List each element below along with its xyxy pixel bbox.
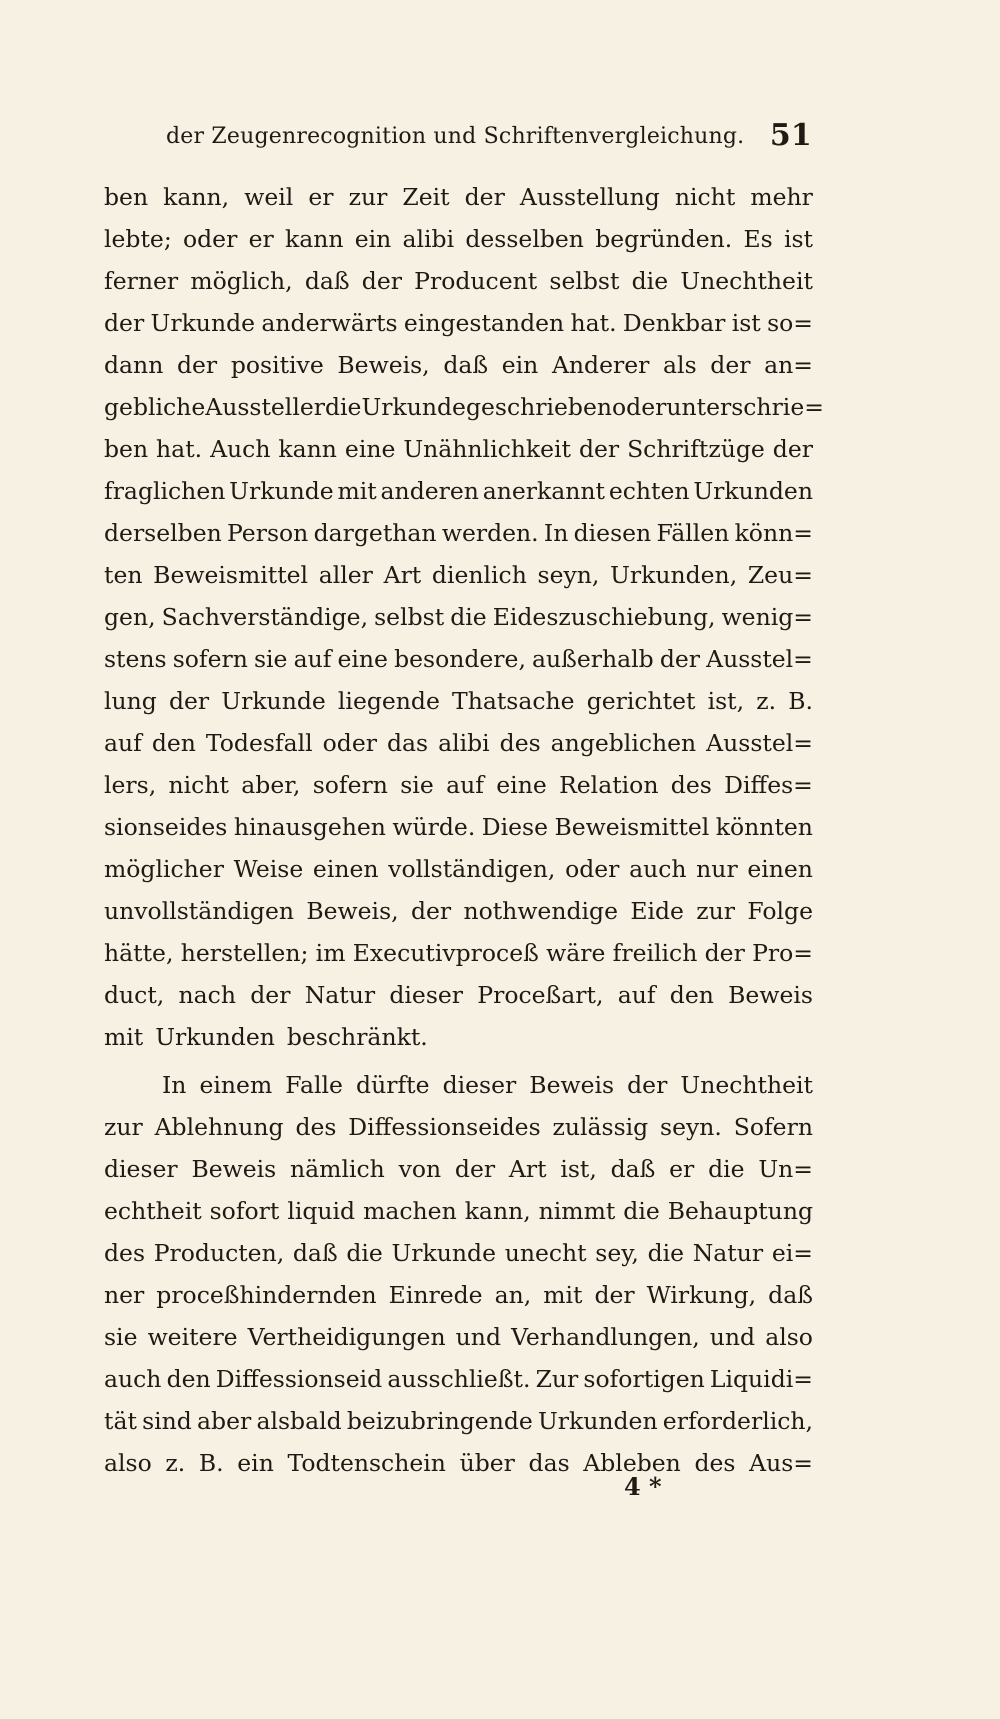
paragraph	[104, 1064, 813, 1484]
text-line: zur Ablehnung des Diffessionseides zulässig seyn. Sofern	[104, 1113, 813, 1141]
text-line: ben hat. Auch kann eine Unähnlichkeit der Schriftzüge der	[104, 435, 813, 463]
running-head	[166, 118, 812, 158]
body-text	[104, 176, 824, 1484]
text-line: stens sofern sie auf eine besondere, außerhalb der Ausstel=	[104, 645, 813, 673]
text-line: tät sind aber alsbald beizubringende Urkunden erforderlich,	[104, 1407, 813, 1435]
text-line: ferner möglich, daß der Producent selbst die Unechtheit	[104, 267, 813, 295]
text-line: auf den Todesfall oder das alibi des angeblichen Ausstel=	[104, 729, 813, 757]
text-line: des Producten, daß die Urkunde unecht sey, die Natur ei=	[104, 1239, 813, 1267]
text-line: gebliche Aussteller die Urkunde geschrieben oder unterschrie=	[104, 393, 824, 421]
paragraph	[104, 176, 824, 1058]
text-line: unvollständigen Beweis, der nothwendige Eide zur Folge	[104, 897, 813, 925]
page-number: 51	[769, 118, 812, 153]
text-line: also z. B. ein Todtenschein über das Ableben des Aus=	[104, 1449, 813, 1477]
text-line: dieser Beweis nämlich von der Art ist, daß er die Un=	[104, 1155, 813, 1183]
text-line: auch den Diffessionseid ausschließt. Zur sofortigen Liquidi=	[104, 1365, 813, 1393]
text-line: echtheit sofort liquid machen kann, nimmt die Behauptung	[104, 1197, 813, 1225]
running-head-title: der Zeugenrecognition und Schriftenvergleichung.	[166, 124, 745, 149]
text-line: sionseides hinausgehen würde. Diese Beweismittel könnten	[104, 813, 813, 841]
text-line: lebte; oder er kann ein alibi desselben begründen. Es ist	[104, 225, 813, 253]
text-line: sie weitere Vertheidigungen und Verhandlungen, und also	[104, 1323, 813, 1351]
text-line: fraglichen Urkunde mit anderen anerkannt echten Urkunden	[104, 477, 813, 505]
signature-mark: 4 *	[624, 1472, 662, 1501]
text-line: dann der positive Beweis, daß ein Anderer als der an=	[104, 351, 813, 379]
text-line: ten Beweismittel aller Art dienlich seyn, Urkunden, Zeu=	[104, 561, 813, 589]
text-line: ben kann, weil er zur Zeit der Ausstellung nicht mehr	[104, 183, 813, 211]
text-line: lung der Urkunde liegende Thatsache gerichtet ist, z. B.	[104, 687, 813, 715]
text-line: duct, nach der Natur dieser Proceßart, auf den Beweis	[104, 981, 813, 1009]
text-line: ner proceßhindernden Einrede an, mit der Wirkung, daß	[104, 1281, 813, 1309]
text-line: hätte, herstellen; im Executivproceß wäre freilich der Pro=	[104, 939, 813, 967]
text-line: derselben Person dargethan werden. In diesen Fällen könn=	[104, 519, 813, 547]
text-line: mit Urkunden beschränkt.	[104, 1023, 428, 1051]
text-line: möglicher Weise einen vollständigen, oder auch nur einen	[104, 855, 813, 883]
text-line: der Urkunde anderwärts eingestanden hat. Denkbar ist so=	[104, 309, 813, 337]
text-line: lers, nicht aber, sofern sie auf eine Relation des Diffes=	[104, 771, 813, 799]
text-line: gen, Sachverständige, selbst die Eideszuschiebung, wenig=	[104, 603, 813, 631]
text-line: In einem Falle dürfte dieser Beweis der Unechtheit	[162, 1071, 813, 1099]
